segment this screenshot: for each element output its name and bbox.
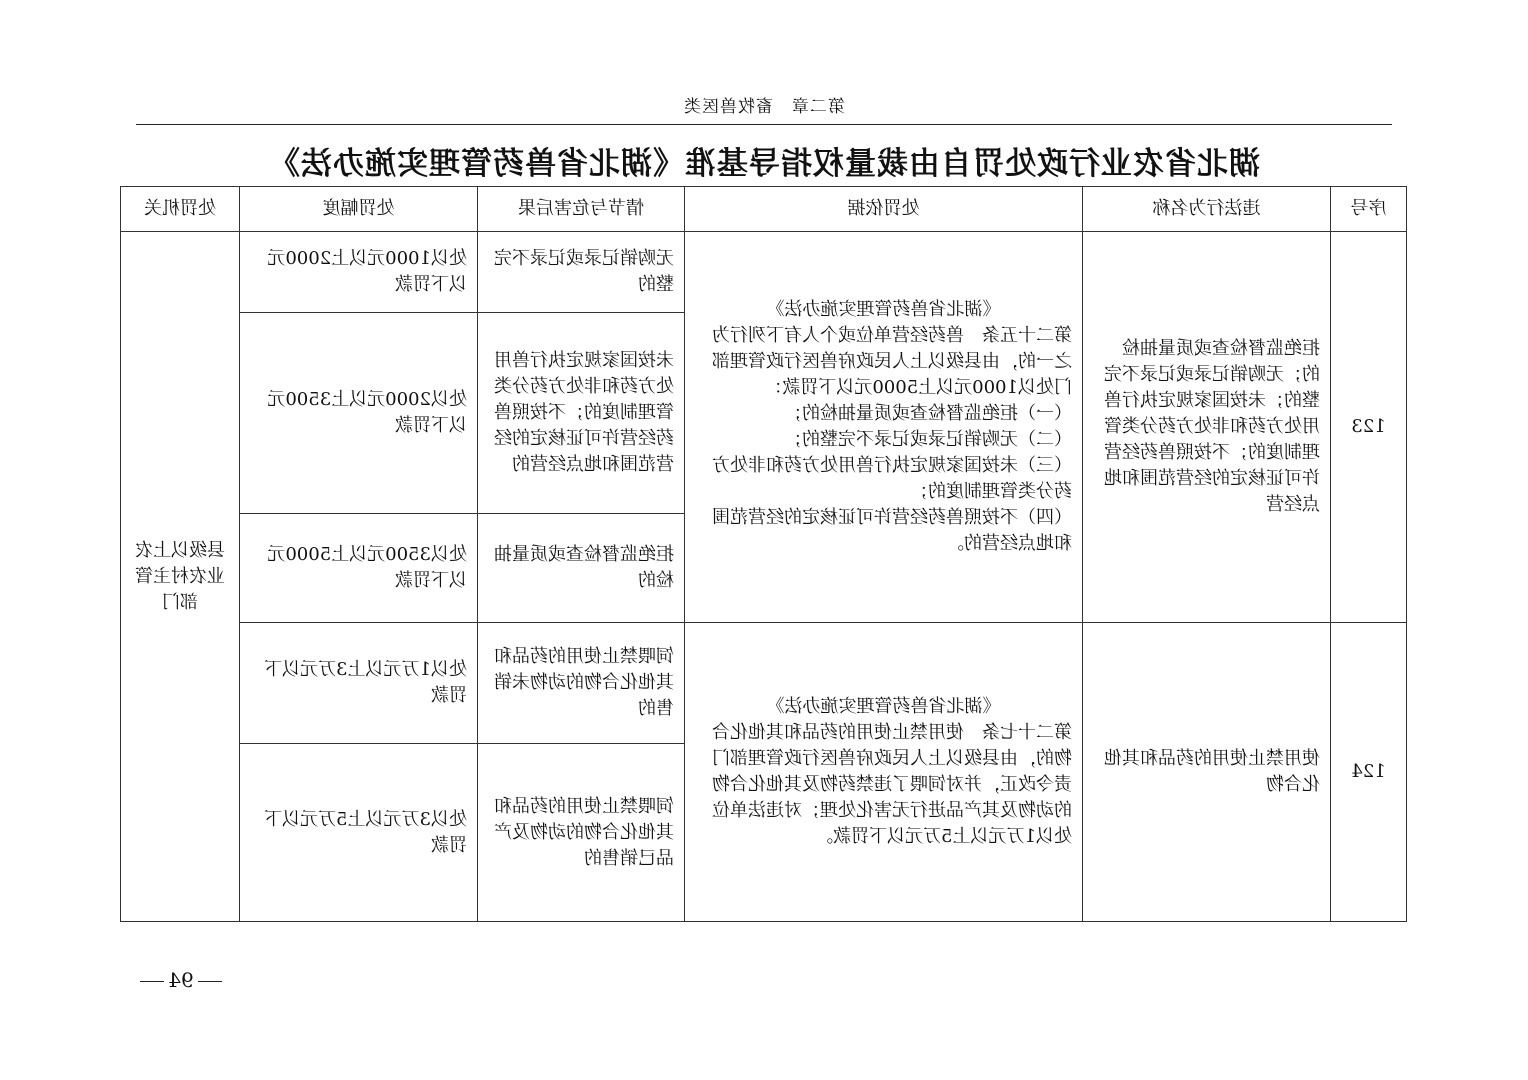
penalty-range: 处以3万元以上5万元以下罚款	[240, 744, 478, 922]
penalty-range: 处以1000元以上2000元以下罚款	[240, 232, 478, 313]
basis-title: 《湖北省兽药管理实施办法》	[766, 695, 1001, 717]
circumstance: 饲喂禁止使用的药品和其他化合物的动物未销售的	[478, 622, 685, 743]
page-footer	[136, 968, 226, 992]
column-header-penalty: 处罚幅度	[240, 187, 478, 232]
basis-body: 第二十七条 使用禁止使用的药品和其他化合物的，由县级以上人民政府兽医行政管理部门责令改正，并对饲喂了违禁药物及其他化合物的动物及其产品进行无害化处理；对违法单位处以1万元以上5万元以下罚款。	[712, 721, 1072, 847]
basis-body: 第二十五条 兽药经营单位或个人有下列行为之一的，由县级以上人民政府兽医行政管理部门处以1000元以上5000元以下罚款：	[712, 325, 1072, 399]
penalty-range: 处以1万元以上3万元以下罚款	[240, 622, 478, 743]
page-number: 94	[168, 968, 194, 992]
column-header-basis: 处罚依据	[685, 187, 1083, 232]
violation-name: 拒绝监督检查或质量抽检的；无购销记录或记录不完整的；未按国家规定执行兽用处方药和非处方药分类管理制度的；不按照兽药经营许可证核定的经营范围和地点经营	[1083, 232, 1331, 622]
table-header-row	[121, 187, 1407, 232]
column-header-authority: 处罚机关	[121, 187, 240, 232]
circumstance: 拒绝监督检查或质量抽检的	[478, 513, 685, 622]
footer-dash	[198, 981, 222, 982]
table-row	[121, 232, 1407, 313]
circumstance: 无购销记录或记录不完整的	[478, 232, 685, 313]
basis-item: （二）无购销记录或记录不完整的；	[784, 429, 1072, 451]
circumstance: 未按国家规定执行兽用处方药和非处方药分类管理制度的；不按照兽药经营许可证核定的经营范围和地点经营的	[478, 313, 685, 513]
penalty-table	[120, 186, 1407, 922]
penalty-authority: 县级以上农业农村主管部门	[121, 232, 240, 922]
column-header-no: 序号	[1331, 187, 1407, 232]
column-header-circumstance: 情节与危害后果	[478, 187, 685, 232]
column-header-violation: 违法行为名称	[1083, 187, 1331, 232]
basis-item: （一）拒绝监督检查或质量抽检的；	[784, 403, 1072, 425]
table-row	[121, 622, 1407, 743]
basis-item: （四）不按照兽药经营许可证核定的经营范围和地点经营的。	[712, 507, 1072, 555]
circumstance: 饲喂禁止使用的药品和其他化合物的动物及产品已销售的	[478, 744, 685, 922]
header-rule	[136, 124, 1392, 125]
violation-name: 使用禁止使用的药品和其他化合物	[1083, 622, 1331, 921]
row-number: 123	[1331, 232, 1407, 622]
penalty-basis	[685, 622, 1083, 921]
basis-item: （三）未按国家规定执行兽用处方药和非处方药分类管理制度的；	[712, 455, 1072, 503]
page-title: 湖北省农业行政处罚自由裁量权指导基准《湖北省兽药管理实施办法》	[268, 146, 1260, 182]
penalty-range: 处以3500元以上5000元以下罚款	[240, 513, 478, 622]
penalty-range: 处以2000元以上3500元以下罚款	[240, 313, 478, 513]
row-number: 124	[1331, 622, 1407, 921]
chapter-header: 第二章 畜牧兽医类	[683, 97, 845, 117]
penalty-basis	[685, 232, 1083, 622]
basis-title: 《湖北省兽药管理实施办法》	[766, 299, 1001, 321]
footer-dash	[140, 981, 164, 982]
